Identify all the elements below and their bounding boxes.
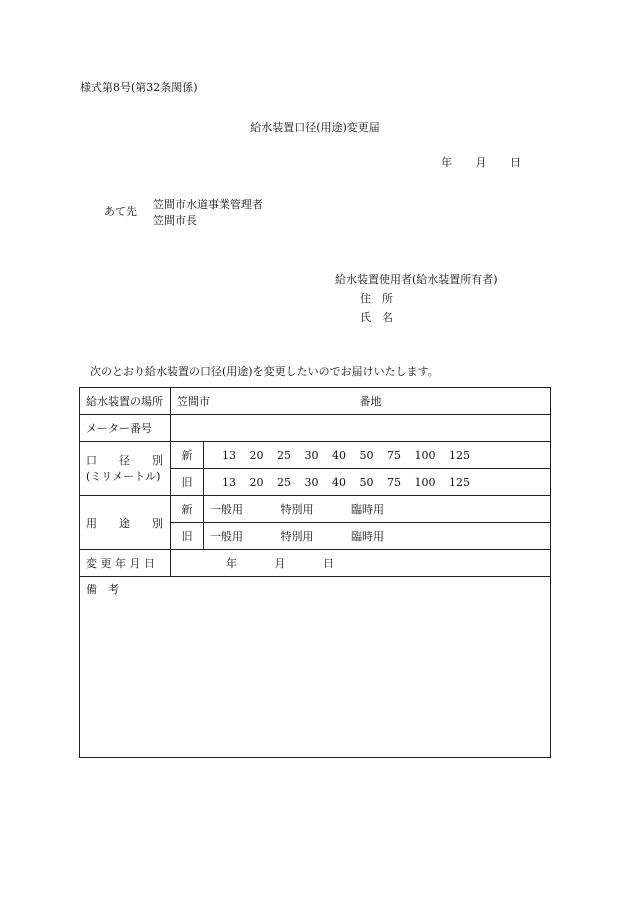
location-value[interactable] xyxy=(171,388,551,415)
applicant-name-label: 氏 名 xyxy=(360,311,393,324)
diameter-option[interactable]: 125 xyxy=(449,475,470,489)
location-suffix: 番地 xyxy=(359,395,382,408)
change-date-value[interactable] xyxy=(171,550,551,577)
diameter-old-options[interactable] xyxy=(204,469,551,496)
diameter-option[interactable]: 75 xyxy=(387,475,401,489)
submission-date xyxy=(441,157,521,168)
usage-option[interactable]: 特別用 xyxy=(280,503,314,516)
diameter-option[interactable]: 40 xyxy=(332,448,346,462)
addressee-line: 笠間市水道事業管理者 xyxy=(153,198,263,211)
change-date-label: 変 更 年 月 日 xyxy=(80,550,171,577)
location-row xyxy=(80,388,551,415)
applicant-title: 給水装置使用者(給水装置所有者) xyxy=(335,273,498,286)
location-label: 給水装置の場所 xyxy=(80,388,171,415)
diameter-option[interactable]: 125 xyxy=(449,448,470,462)
meter-value[interactable] xyxy=(171,415,551,442)
notes-row xyxy=(80,577,551,758)
date-year-label: 年 xyxy=(441,156,452,169)
diameter-unit-label: (ミリメートル) xyxy=(86,469,161,483)
diameter-option[interactable]: 20 xyxy=(249,475,264,489)
form-number: 様式第8号(第32条関係) xyxy=(80,81,198,94)
usage-option[interactable]: 一般用 xyxy=(210,530,243,543)
applicant-address-label: 住 所 xyxy=(360,292,393,305)
old-label: 旧 xyxy=(171,523,204,550)
addressee-label: あて先 xyxy=(104,205,137,218)
usage-option[interactable]: 臨時用 xyxy=(351,503,384,516)
change-month-label: 月 xyxy=(274,557,286,570)
diameter-option[interactable]: 25 xyxy=(277,448,291,462)
diameter-option[interactable]: 25 xyxy=(277,475,291,489)
location-city: 笠間市 xyxy=(177,395,210,408)
notes-field[interactable] xyxy=(80,577,551,758)
usage-option[interactable]: 臨時用 xyxy=(351,530,384,543)
meter-label: メーター番号 xyxy=(80,415,171,442)
document-title: 給水装置口径(用途)変更届 xyxy=(250,121,380,134)
diameter-label-line: 口 径 別 xyxy=(86,453,163,467)
addressee-line: 笠間市長 xyxy=(153,214,197,227)
usage-old-options[interactable] xyxy=(204,523,551,550)
form-table xyxy=(79,387,551,758)
diameter-option[interactable]: 13 xyxy=(222,475,236,489)
diameter-option[interactable]: 100 xyxy=(414,448,436,462)
usage-option[interactable]: 特別用 xyxy=(280,530,314,543)
diameter-option[interactable]: 50 xyxy=(359,475,374,489)
usage-option[interactable]: 一般用 xyxy=(210,503,243,516)
notes-label: 備 考 xyxy=(86,583,119,596)
diameter-option[interactable]: 13 xyxy=(222,448,236,462)
meter-row xyxy=(80,415,551,442)
diameter-label xyxy=(80,442,171,496)
new-label: 新 xyxy=(171,442,204,469)
intro-text: 次のとおり給水装置の口径(用途)を変更したいのでお届けいたします。 xyxy=(90,365,439,378)
diameter-option[interactable]: 50 xyxy=(359,448,374,462)
new-label: 新 xyxy=(171,496,204,523)
diameter-option[interactable]: 100 xyxy=(414,475,436,489)
diameter-option[interactable]: 20 xyxy=(249,448,264,462)
diameter-new-options[interactable] xyxy=(204,442,551,469)
usage-label: 用 途 別 xyxy=(80,496,171,550)
date-month-label: 月 xyxy=(475,156,487,169)
usage-new-options[interactable] xyxy=(204,496,551,523)
addressee-names xyxy=(153,197,263,229)
diameter-option[interactable]: 40 xyxy=(332,475,346,489)
diameter-new-row xyxy=(80,442,551,469)
change-date-row xyxy=(80,550,551,577)
diameter-option[interactable]: 75 xyxy=(387,448,401,462)
change-year-label: 年 xyxy=(226,557,237,570)
diameter-option[interactable]: 30 xyxy=(304,475,319,489)
old-label: 旧 xyxy=(171,469,204,496)
date-day-label: 日 xyxy=(510,156,521,169)
change-day-label: 日 xyxy=(323,557,334,570)
diameter-option[interactable]: 30 xyxy=(304,448,319,462)
usage-new-row xyxy=(80,496,551,523)
